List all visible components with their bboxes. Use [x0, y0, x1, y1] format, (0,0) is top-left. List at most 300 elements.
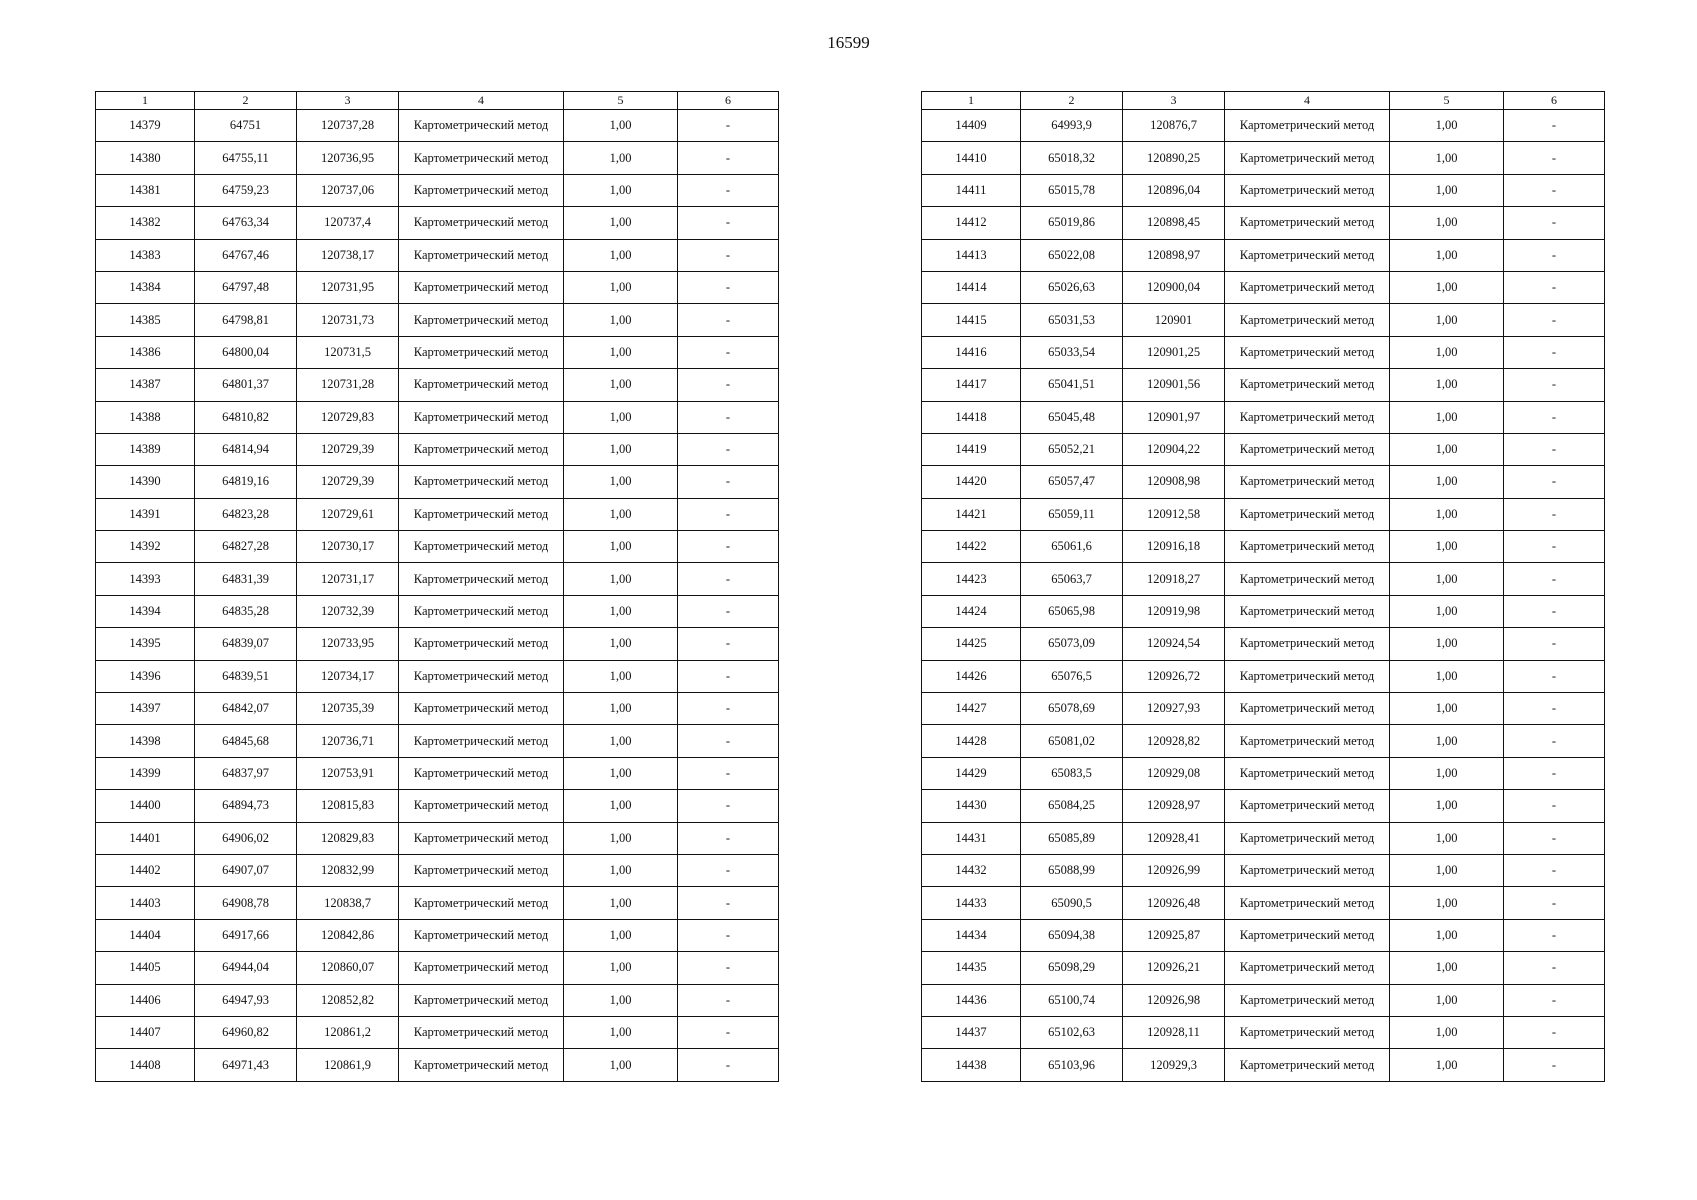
x-coordinate-cell: 65100,74 [1021, 984, 1123, 1016]
note-cell: - [678, 531, 779, 563]
note-cell: - [678, 757, 779, 789]
y-coordinate-cell: 120730,17 [297, 531, 399, 563]
method-cell: Картометрический метод [1225, 790, 1390, 822]
x-coordinate-cell: 65098,29 [1021, 952, 1123, 984]
x-coordinate-cell: 65090,5 [1021, 887, 1123, 919]
note-cell: - [1504, 854, 1605, 886]
method-cell: Картометрический метод [1225, 239, 1390, 271]
accuracy-cell: 1,00 [564, 401, 678, 433]
accuracy-cell: 1,00 [1390, 207, 1504, 239]
x-coordinate-cell: 65088,99 [1021, 854, 1123, 886]
accuracy-cell: 1,00 [564, 433, 678, 465]
table-row [96, 854, 779, 886]
point-number-cell: 14406 [96, 984, 195, 1016]
method-cell: Картометрический метод [399, 304, 564, 336]
accuracy-cell: 1,00 [1390, 628, 1504, 660]
table-row [922, 1049, 1605, 1081]
x-coordinate-cell: 65073,09 [1021, 628, 1123, 660]
table-row [922, 336, 1605, 368]
column-header: 1 [922, 92, 1021, 110]
point-number-cell: 14423 [922, 563, 1021, 595]
x-coordinate-cell: 64971,43 [195, 1049, 297, 1081]
y-coordinate-cell: 120890,25 [1123, 142, 1225, 174]
point-number-cell: 14436 [922, 984, 1021, 1016]
accuracy-cell: 1,00 [564, 628, 678, 660]
method-cell: Картометрический метод [399, 887, 564, 919]
table-row [922, 757, 1605, 789]
column-header: 5 [1390, 92, 1504, 110]
y-coordinate-cell: 120926,98 [1123, 984, 1225, 1016]
note-cell: - [1504, 1049, 1605, 1081]
table-row [922, 725, 1605, 757]
x-coordinate-cell: 65022,08 [1021, 239, 1123, 271]
accuracy-cell: 1,00 [1390, 466, 1504, 498]
table-row [922, 110, 1605, 142]
method-cell: Картометрический метод [1225, 271, 1390, 303]
note-cell: - [1504, 531, 1605, 563]
accuracy-cell: 1,00 [564, 304, 678, 336]
note-cell: - [678, 725, 779, 757]
x-coordinate-cell: 64831,39 [195, 563, 297, 595]
note-cell: - [1504, 207, 1605, 239]
y-coordinate-cell: 120731,95 [297, 271, 399, 303]
x-coordinate-cell: 64814,94 [195, 433, 297, 465]
x-coordinate-cell: 64767,46 [195, 239, 297, 271]
point-number-cell: 14433 [922, 887, 1021, 919]
note-cell: - [678, 628, 779, 660]
method-cell: Картометрический метод [1225, 498, 1390, 530]
x-coordinate-cell: 65084,25 [1021, 790, 1123, 822]
y-coordinate-cell: 120738,17 [297, 239, 399, 271]
accuracy-cell: 1,00 [564, 725, 678, 757]
accuracy-cell: 1,00 [1390, 174, 1504, 206]
table-row [96, 239, 779, 271]
note-cell: - [1504, 822, 1605, 854]
table-row [96, 271, 779, 303]
x-coordinate-cell: 64842,07 [195, 693, 297, 725]
table-row [922, 401, 1605, 433]
method-cell: Картометрический метод [399, 1016, 564, 1048]
x-coordinate-cell: 64839,51 [195, 660, 297, 692]
method-cell: Картометрический метод [399, 984, 564, 1016]
point-number-cell: 14426 [922, 660, 1021, 692]
x-coordinate-cell: 64759,23 [195, 174, 297, 206]
y-coordinate-cell: 120861,2 [297, 1016, 399, 1048]
point-number-cell: 14383 [96, 239, 195, 271]
point-number-cell: 14386 [96, 336, 195, 368]
point-number-cell: 14427 [922, 693, 1021, 725]
note-cell: - [1504, 887, 1605, 919]
table-row [96, 563, 779, 595]
table-row [922, 984, 1605, 1016]
note-cell: - [1504, 660, 1605, 692]
x-coordinate-cell: 65061,6 [1021, 531, 1123, 563]
accuracy-cell: 1,00 [1390, 919, 1504, 951]
method-cell: Картометрический метод [1225, 207, 1390, 239]
x-coordinate-cell: 64810,82 [195, 401, 297, 433]
point-number-cell: 14434 [922, 919, 1021, 951]
table-row [96, 822, 779, 854]
note-cell: - [678, 174, 779, 206]
note-cell: - [1504, 595, 1605, 627]
method-cell: Картометрический метод [399, 693, 564, 725]
table-row [96, 919, 779, 951]
method-cell: Картометрический метод [399, 531, 564, 563]
y-coordinate-cell: 120876,7 [1123, 110, 1225, 142]
method-cell: Картометрический метод [1225, 822, 1390, 854]
x-coordinate-cell: 64823,28 [195, 498, 297, 530]
note-cell: - [678, 433, 779, 465]
accuracy-cell: 1,00 [1390, 401, 1504, 433]
point-number-cell: 14410 [922, 142, 1021, 174]
point-number-cell: 14432 [922, 854, 1021, 886]
point-number-cell: 14411 [922, 174, 1021, 206]
table-row [96, 498, 779, 530]
y-coordinate-cell: 120736,71 [297, 725, 399, 757]
accuracy-cell: 1,00 [1390, 660, 1504, 692]
point-number-cell: 14387 [96, 369, 195, 401]
method-cell: Картометрический метод [399, 239, 564, 271]
method-cell: Картометрический метод [399, 563, 564, 595]
column-header: 4 [399, 92, 564, 110]
x-coordinate-cell: 65019,86 [1021, 207, 1123, 239]
table-row [922, 271, 1605, 303]
y-coordinate-cell: 120732,39 [297, 595, 399, 627]
accuracy-cell: 1,00 [1390, 498, 1504, 530]
x-coordinate-cell: 64801,37 [195, 369, 297, 401]
note-cell: - [678, 1016, 779, 1048]
accuracy-cell: 1,00 [1390, 693, 1504, 725]
note-cell: - [678, 466, 779, 498]
y-coordinate-cell: 120731,73 [297, 304, 399, 336]
note-cell: - [678, 207, 779, 239]
method-cell: Картометрический метод [399, 822, 564, 854]
accuracy-cell: 1,00 [564, 822, 678, 854]
accuracy-cell: 1,00 [1390, 725, 1504, 757]
method-cell: Картометрический метод [1225, 595, 1390, 627]
x-coordinate-cell: 64837,97 [195, 757, 297, 789]
y-coordinate-cell: 120753,91 [297, 757, 399, 789]
method-cell: Картометрический метод [399, 369, 564, 401]
method-cell: Картометрический метод [1225, 369, 1390, 401]
x-coordinate-cell: 64906,02 [195, 822, 297, 854]
accuracy-cell: 1,00 [564, 1016, 678, 1048]
note-cell: - [1504, 725, 1605, 757]
y-coordinate-cell: 120927,93 [1123, 693, 1225, 725]
table-row [922, 822, 1605, 854]
table-row [96, 207, 779, 239]
method-cell: Картометрический метод [399, 174, 564, 206]
y-coordinate-cell: 120832,99 [297, 854, 399, 886]
table-row [96, 174, 779, 206]
point-number-cell: 14384 [96, 271, 195, 303]
note-cell: - [678, 952, 779, 984]
point-number-cell: 14428 [922, 725, 1021, 757]
y-coordinate-cell: 120815,83 [297, 790, 399, 822]
y-coordinate-cell: 120731,28 [297, 369, 399, 401]
method-cell: Картометрический метод [399, 725, 564, 757]
point-number-cell: 14418 [922, 401, 1021, 433]
table-row [96, 984, 779, 1016]
accuracy-cell: 1,00 [564, 854, 678, 886]
note-cell: - [1504, 952, 1605, 984]
table-row [922, 952, 1605, 984]
accuracy-cell: 1,00 [1390, 984, 1504, 1016]
accuracy-cell: 1,00 [1390, 952, 1504, 984]
point-number-cell: 14431 [922, 822, 1021, 854]
accuracy-cell: 1,00 [564, 336, 678, 368]
method-cell: Картометрический метод [1225, 887, 1390, 919]
accuracy-cell: 1,00 [1390, 887, 1504, 919]
table-row [96, 304, 779, 336]
point-number-cell: 14399 [96, 757, 195, 789]
point-number-cell: 14397 [96, 693, 195, 725]
table-row [922, 498, 1605, 530]
x-coordinate-cell: 64993,9 [1021, 110, 1123, 142]
column-header: 6 [678, 92, 779, 110]
accuracy-cell: 1,00 [564, 952, 678, 984]
table-row [922, 887, 1605, 919]
x-coordinate-cell: 64797,48 [195, 271, 297, 303]
accuracy-cell: 1,00 [1390, 822, 1504, 854]
note-cell: - [1504, 693, 1605, 725]
note-cell: - [1504, 239, 1605, 271]
x-coordinate-cell: 64944,04 [195, 952, 297, 984]
point-number-cell: 14389 [96, 433, 195, 465]
note-cell: - [678, 919, 779, 951]
x-coordinate-cell: 65094,38 [1021, 919, 1123, 951]
method-cell: Картометрический метод [399, 433, 564, 465]
accuracy-cell: 1,00 [1390, 1049, 1504, 1081]
point-number-cell: 14394 [96, 595, 195, 627]
y-coordinate-cell: 120731,5 [297, 336, 399, 368]
note-cell: - [678, 1049, 779, 1081]
x-coordinate-cell: 65041,51 [1021, 369, 1123, 401]
x-coordinate-cell: 65081,02 [1021, 725, 1123, 757]
y-coordinate-cell: 120904,22 [1123, 433, 1225, 465]
y-coordinate-cell: 120929,08 [1123, 757, 1225, 789]
point-number-cell: 14417 [922, 369, 1021, 401]
accuracy-cell: 1,00 [564, 757, 678, 789]
x-coordinate-cell: 65065,98 [1021, 595, 1123, 627]
table-header-row [96, 92, 779, 110]
point-number-cell: 14435 [922, 952, 1021, 984]
page-number: 16599 [827, 33, 870, 52]
table-row [922, 142, 1605, 174]
note-cell: - [678, 110, 779, 142]
x-coordinate-cell: 64917,66 [195, 919, 297, 951]
y-coordinate-cell: 120926,48 [1123, 887, 1225, 919]
point-number-cell: 14424 [922, 595, 1021, 627]
table-row [922, 1016, 1605, 1048]
point-number-cell: 14421 [922, 498, 1021, 530]
table-row [922, 660, 1605, 692]
point-number-cell: 14402 [96, 854, 195, 886]
y-coordinate-cell: 120926,72 [1123, 660, 1225, 692]
table-row [96, 693, 779, 725]
accuracy-cell: 1,00 [1390, 271, 1504, 303]
point-number-cell: 14415 [922, 304, 1021, 336]
point-number-cell: 14381 [96, 174, 195, 206]
x-coordinate-cell: 65045,48 [1021, 401, 1123, 433]
accuracy-cell: 1,00 [564, 984, 678, 1016]
table-body [922, 110, 1605, 1082]
note-cell: - [1504, 271, 1605, 303]
point-number-cell: 14392 [96, 531, 195, 563]
point-number-cell: 14419 [922, 433, 1021, 465]
table-row [922, 628, 1605, 660]
method-cell: Картометрический метод [399, 595, 564, 627]
y-coordinate-cell: 120901,56 [1123, 369, 1225, 401]
note-cell: - [1504, 433, 1605, 465]
table-row [922, 693, 1605, 725]
y-coordinate-cell: 120908,98 [1123, 466, 1225, 498]
table-row [96, 757, 779, 789]
method-cell: Картометрический метод [399, 466, 564, 498]
accuracy-cell: 1,00 [1390, 433, 1504, 465]
table-row [96, 1049, 779, 1081]
method-cell: Картометрический метод [1225, 401, 1390, 433]
point-number-cell: 14404 [96, 919, 195, 951]
y-coordinate-cell: 120737,06 [297, 174, 399, 206]
method-cell: Картометрический метод [1225, 531, 1390, 563]
table-row [922, 239, 1605, 271]
point-number-cell: 14416 [922, 336, 1021, 368]
table-row [922, 369, 1605, 401]
y-coordinate-cell: 120737,4 [297, 207, 399, 239]
table-body [96, 110, 779, 1082]
point-number-cell: 14395 [96, 628, 195, 660]
accuracy-cell: 1,00 [564, 142, 678, 174]
method-cell: Картометрический метод [1225, 1049, 1390, 1081]
x-coordinate-cell: 65052,21 [1021, 433, 1123, 465]
y-coordinate-cell: 120918,27 [1123, 563, 1225, 595]
note-cell: - [1504, 984, 1605, 1016]
point-number-cell: 14391 [96, 498, 195, 530]
method-cell: Картометрический метод [399, 919, 564, 951]
accuracy-cell: 1,00 [1390, 790, 1504, 822]
table-row [96, 887, 779, 919]
column-header: 1 [96, 92, 195, 110]
note-cell: - [1504, 142, 1605, 174]
x-coordinate-cell: 65059,11 [1021, 498, 1123, 530]
y-coordinate-cell: 120926,21 [1123, 952, 1225, 984]
point-number-cell: 14422 [922, 531, 1021, 563]
y-coordinate-cell: 120928,97 [1123, 790, 1225, 822]
note-cell: - [678, 304, 779, 336]
table-row [922, 207, 1605, 239]
y-coordinate-cell: 120838,7 [297, 887, 399, 919]
x-coordinate-cell: 65103,96 [1021, 1049, 1123, 1081]
column-header: 2 [195, 92, 297, 110]
x-coordinate-cell: 64907,07 [195, 854, 297, 886]
x-coordinate-cell: 64839,07 [195, 628, 297, 660]
point-number-cell: 14380 [96, 142, 195, 174]
column-header: 6 [1504, 92, 1605, 110]
y-coordinate-cell: 120729,39 [297, 433, 399, 465]
note-cell: - [678, 595, 779, 627]
point-number-cell: 14414 [922, 271, 1021, 303]
table-header-row [922, 92, 1605, 110]
y-coordinate-cell: 120900,04 [1123, 271, 1225, 303]
table-row [922, 174, 1605, 206]
note-cell: - [678, 822, 779, 854]
method-cell: Картометрический метод [1225, 725, 1390, 757]
table-row [922, 919, 1605, 951]
note-cell: - [1504, 466, 1605, 498]
note-cell: - [1504, 174, 1605, 206]
y-coordinate-cell: 120926,99 [1123, 854, 1225, 886]
y-coordinate-cell: 120919,98 [1123, 595, 1225, 627]
y-coordinate-cell: 120860,07 [297, 952, 399, 984]
point-number-cell: 14429 [922, 757, 1021, 789]
table-row [96, 110, 779, 142]
note-cell: - [678, 369, 779, 401]
x-coordinate-cell: 64960,82 [195, 1016, 297, 1048]
accuracy-cell: 1,00 [564, 563, 678, 595]
coordinates-table-right [921, 91, 1605, 1082]
accuracy-cell: 1,00 [1390, 304, 1504, 336]
point-number-cell: 14403 [96, 887, 195, 919]
x-coordinate-cell: 65015,78 [1021, 174, 1123, 206]
y-coordinate-cell: 120736,95 [297, 142, 399, 174]
method-cell: Картометрический метод [399, 660, 564, 692]
point-number-cell: 14408 [96, 1049, 195, 1081]
y-coordinate-cell: 120852,82 [297, 984, 399, 1016]
note-cell: - [678, 271, 779, 303]
accuracy-cell: 1,00 [564, 174, 678, 206]
x-coordinate-cell: 64819,16 [195, 466, 297, 498]
column-header: 2 [1021, 92, 1123, 110]
method-cell: Картометрический метод [399, 790, 564, 822]
table-row [96, 369, 779, 401]
method-cell: Картометрический метод [1225, 693, 1390, 725]
table-row [922, 595, 1605, 627]
y-coordinate-cell: 120912,58 [1123, 498, 1225, 530]
table-row [922, 433, 1605, 465]
accuracy-cell: 1,00 [564, 271, 678, 303]
accuracy-cell: 1,00 [1390, 1016, 1504, 1048]
point-number-cell: 14420 [922, 466, 1021, 498]
x-coordinate-cell: 64800,04 [195, 336, 297, 368]
note-cell: - [678, 498, 779, 530]
method-cell: Картометрический метод [1225, 919, 1390, 951]
y-coordinate-cell: 120733,95 [297, 628, 399, 660]
method-cell: Картометрический метод [1225, 142, 1390, 174]
x-coordinate-cell: 65078,69 [1021, 693, 1123, 725]
method-cell: Картометрический метод [1225, 854, 1390, 886]
point-number-cell: 14400 [96, 790, 195, 822]
point-number-cell: 14437 [922, 1016, 1021, 1048]
point-number-cell: 14405 [96, 952, 195, 984]
point-number-cell: 14385 [96, 304, 195, 336]
table-row [922, 531, 1605, 563]
x-coordinate-cell: 64908,78 [195, 887, 297, 919]
note-cell: - [678, 563, 779, 595]
point-number-cell: 14388 [96, 401, 195, 433]
note-cell: - [678, 660, 779, 692]
note-cell: - [1504, 401, 1605, 433]
y-coordinate-cell: 120737,28 [297, 110, 399, 142]
column-header: 3 [1123, 92, 1225, 110]
y-coordinate-cell: 120842,86 [297, 919, 399, 951]
note-cell: - [678, 790, 779, 822]
method-cell: Картометрический метод [399, 498, 564, 530]
accuracy-cell: 1,00 [564, 919, 678, 951]
table-row [96, 660, 779, 692]
x-coordinate-cell: 65018,32 [1021, 142, 1123, 174]
x-coordinate-cell: 64835,28 [195, 595, 297, 627]
